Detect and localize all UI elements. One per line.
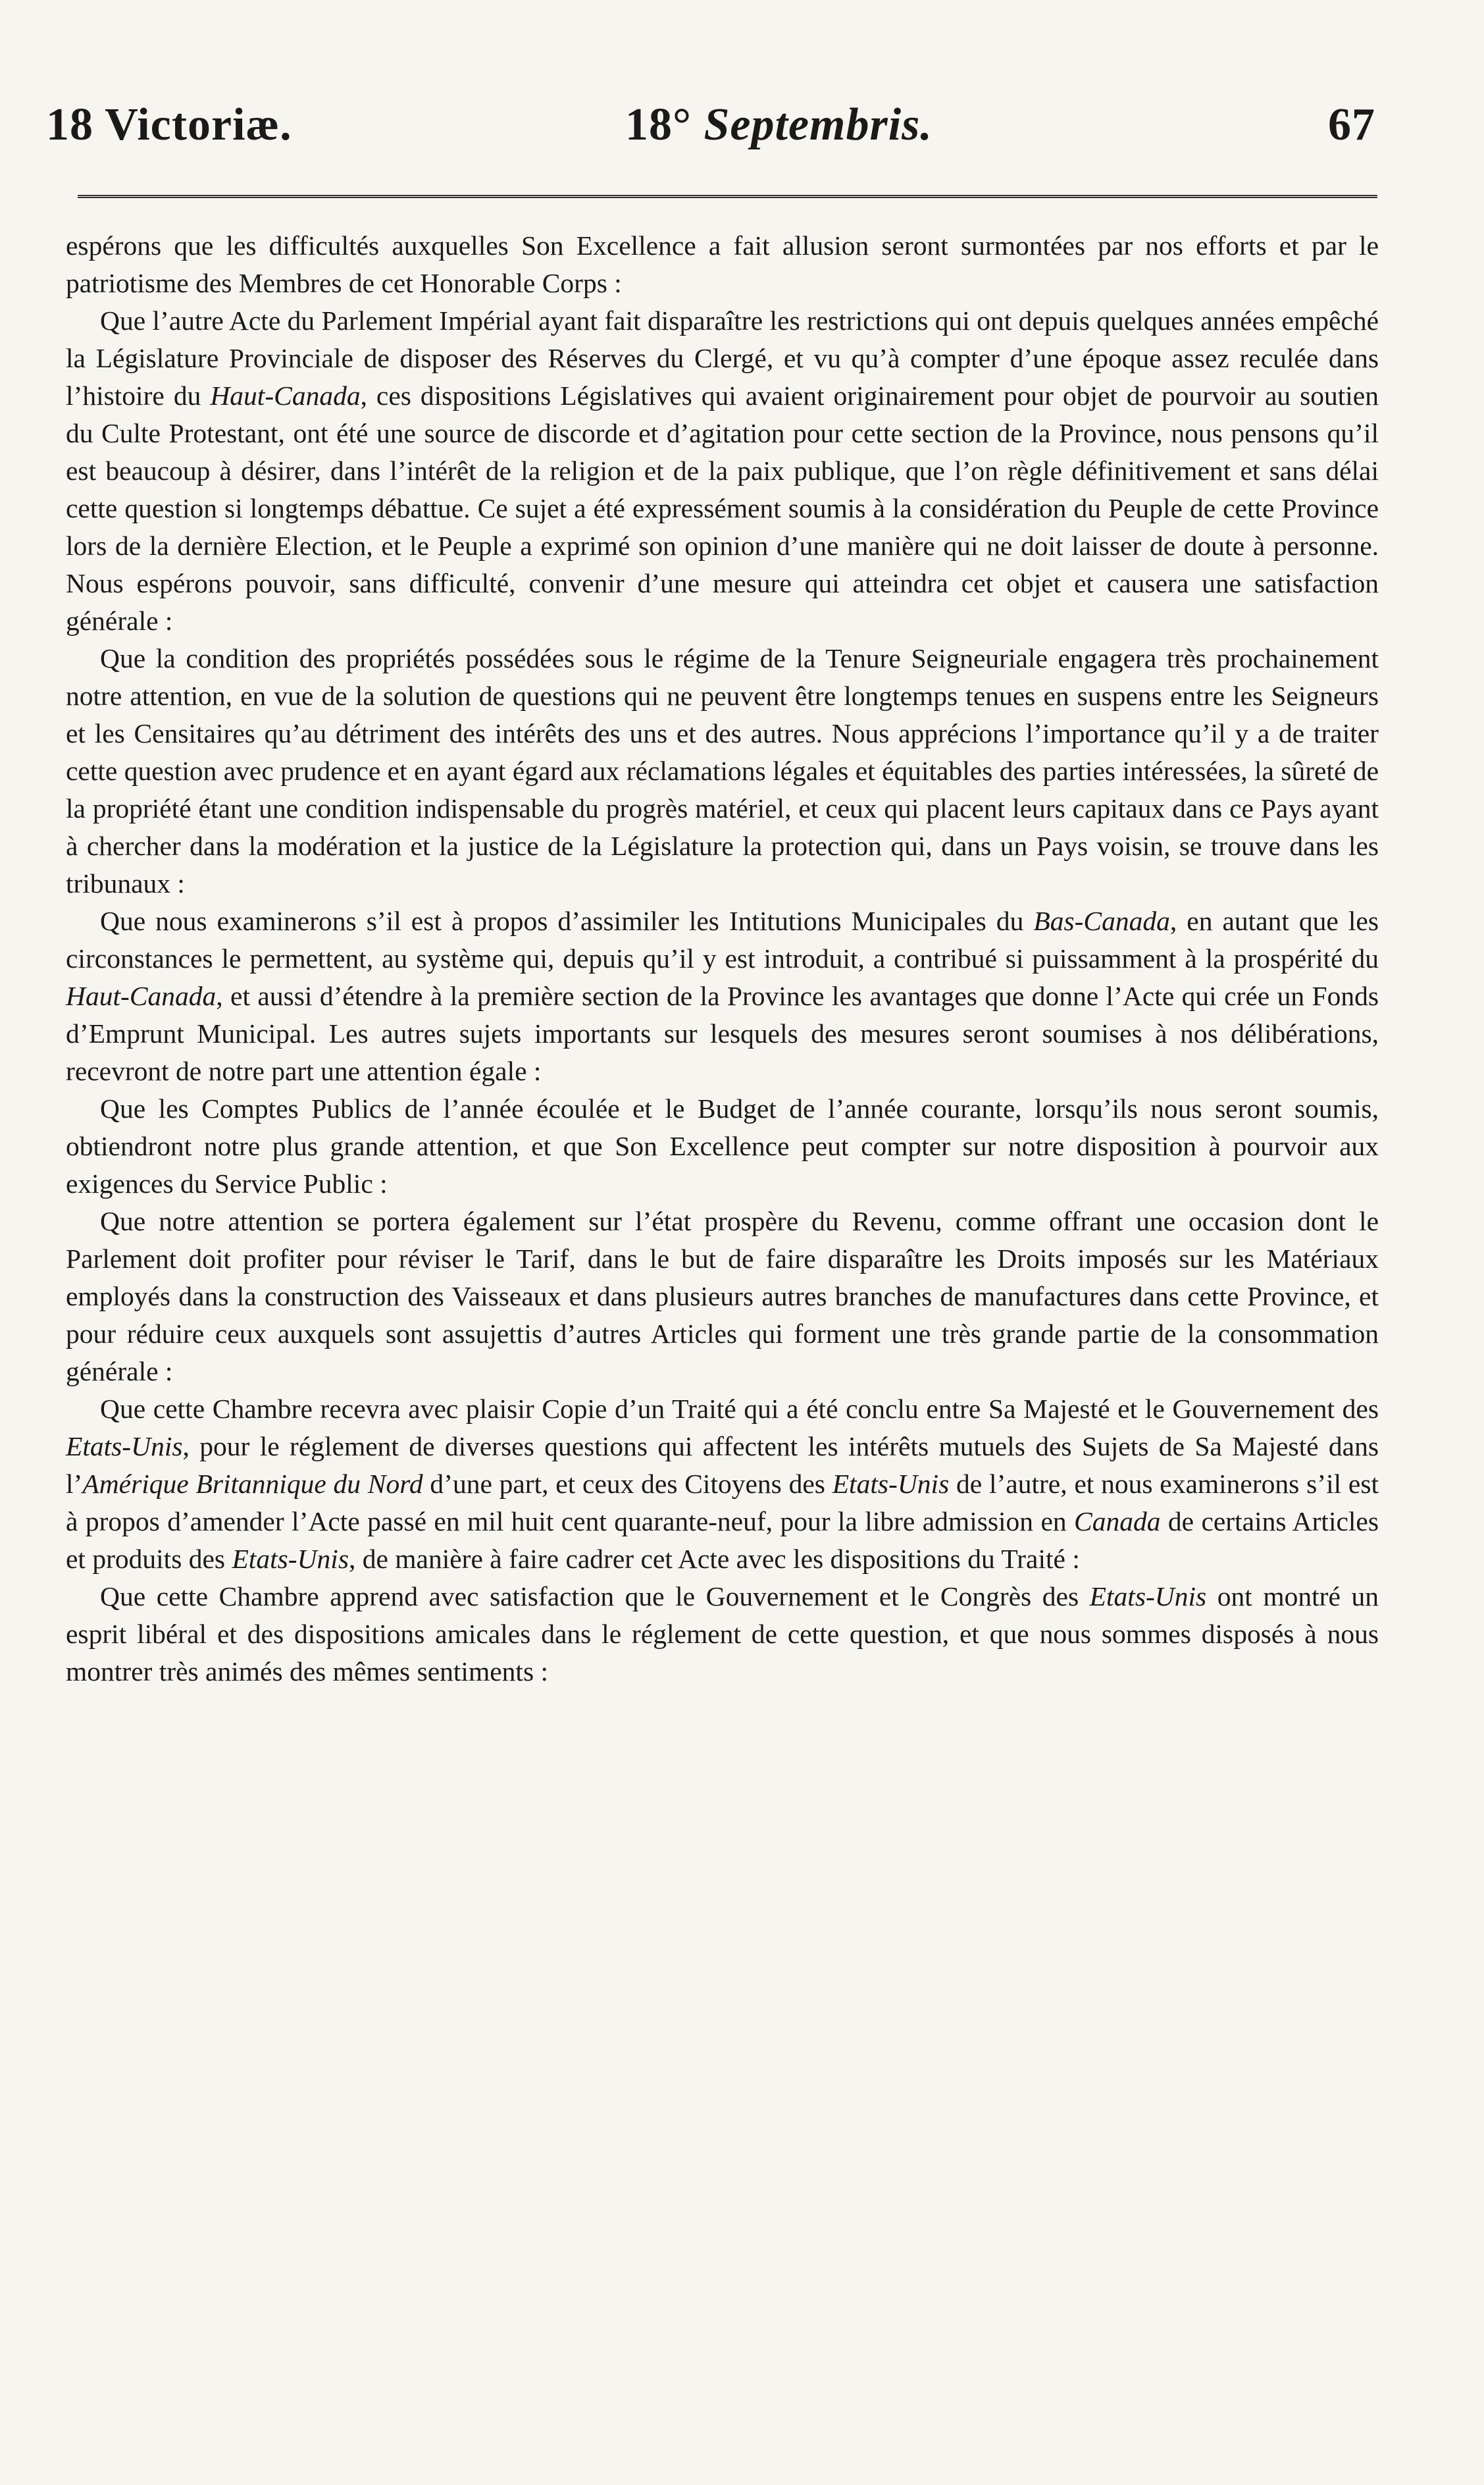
italic-text: Haut-Canada <box>66 981 217 1011</box>
text-segment: , ces dispositions Législatives qui avaient originairement pour objet de pourvoir au soutien du Culte Protestant, ont été une source de discorde et d’agitation pour cette section de la Province, nous pensons qu’il est beaucoup à désirer, dans l’intérêt de la religion et de la paix publique, que l’on règle définitivement et sans délai cette question si longtemps débattue. Ce sujet a été expressément soumis à la considération du Peuple de cette Province lors de la dernière Election, et le Peuple a exprimé son opinion d’une manière qui ne doit laisser de doute à personne. Nous espérons pouvoir, sans difficulté, convenir d’une mesure qui atteindra cet objet et causera une satisfaction générale : <box>66 380 1379 636</box>
text-segment: , de manière à faire cadrer cet Acte avec les dispositions du Traité : <box>348 1544 1080 1574</box>
text-segment: Que notre attention se portera également sur l’état prospère du Revenu, comme offrant une occasion dont le Parlement doit profiter pour réviser le Tarif, dans le but de faire disparaître les Droits imposés sur les Matériaux employés dans la construction des Vaisseaux et dans plusieurs autres branches de manufactures dans cette Province, et pour réduire ceux auxquels sont assujettis d’autres Articles qui forment une très grande partie de la consommation générale : <box>66 1206 1379 1386</box>
paragraph <box>66 1203 1379 1390</box>
italic-text: Canada <box>1074 1506 1161 1536</box>
italic-text: Amérique Britannique du Nord <box>82 1469 423 1499</box>
text-segment: , pour le réglement de diverses questions qui affectent les intérêts mutuels des Sujets de Sa Majesté dans l’ <box>66 1431 1379 1499</box>
paragraph <box>66 1090 1379 1203</box>
italic-text: Etats-Unis <box>832 1469 950 1499</box>
header-session: 18 Victoriæ. <box>46 99 292 150</box>
italic-text: Etats-Unis <box>66 1431 183 1461</box>
italic-text: Etats-Unis <box>1089 1581 1207 1611</box>
text-segment: de certains Articles et produits des <box>66 1506 1379 1574</box>
text-segment: d’une part, et ceux des Citoyens des <box>422 1469 832 1499</box>
header-month: Septembris. <box>704 99 933 150</box>
text-segment: Que cette Chambre apprend avec satisfaction que le Gouvernement et le Congrès des <box>100 1581 1090 1611</box>
running-header <box>46 99 1375 158</box>
paragraph <box>66 227 1379 302</box>
text-segment: Que cette Chambre recevra avec plaisir Copie d’un Traité qui a été conclu entre Sa Majesté et le Gouvernement des <box>100 1394 1379 1424</box>
paragraph <box>66 1390 1379 1578</box>
paragraph <box>66 1578 1379 1690</box>
text-segment: Que nous examinerons s’il est à propos d’assimiler les Intitutions Municipales du <box>100 906 1034 936</box>
italic-text: Etats-Unis <box>232 1544 349 1574</box>
text-segment: Que l’autre Acte du Parlement Impérial ayant fait disparaître les restrictions qui ont depuis quelques années empêché la Législature Provinciale de disposer des Réserves du Clergé, et vu qu’à compter d’une époque assez reculée dans l’histoire du <box>66 305 1379 411</box>
text-segment: espérons que les difficultés auxquelles Son Excellence a fait allusion seront surmontées par nos efforts et par le patriotisme des Membres de cet Honorable Corps : <box>66 230 1379 298</box>
text-segment: Que la condition des propriétés possédées sous le régime de la Tenure Seigneuriale engagera très prochainement notre attention, en vue de la solution de questions qui ne peuvent être longtemps tenues en suspens entre les Seigneurs et les Censitaires qu’au détriment des intérêts des uns et des autres. Nous apprécions l’importance qu’il y a de traiter cette question avec prudence et en ayant égard aux réclamations légales et équitables des parties intéressées, la sûreté de la propriété étant une condition indispensable du progrès matériel, et ceux qui placent leurs capitaux dans ce Pays ayant à chercher dans la modération et la justice de la Législature la protection qui, dans un Pays voisin, se trouve dans les tribunaux : <box>66 643 1379 899</box>
italic-text: Bas-Canada <box>1033 906 1170 936</box>
header-rule <box>78 195 1377 198</box>
text-segment: ont montré un esprit libéral et des dispositions amicales dans le réglement de cette question, et que nous sommes disposés à nous montrer très animés des mêmes sentiments : <box>66 1581 1379 1687</box>
paragraph <box>66 902 1379 1090</box>
header-date <box>625 99 933 151</box>
text-segment: , en autant que les circonstances le permettent, au système qui, depuis qu’il y est introduit, a contribué si puissamment à la prospérité du <box>66 906 1379 974</box>
text-segment: de l’autre, et nous examinerons s’il est à propos d’amender l’Acte passé en mil huit cent quarante-neuf, pour la libre admission en <box>66 1469 1379 1536</box>
italic-text: Haut-Canada <box>210 380 361 411</box>
page-number: 67 <box>1328 99 1375 150</box>
header-day: 18° <box>625 99 692 150</box>
paragraph <box>66 302 1379 640</box>
text-segment: , et aussi d’étendre à la première section de la Province les avantages que donne l’Acte qui crée un Fonds d’Emprunt Municipal. Les autres sujets importants sur lesquels des mesures seront soumises à nos délibérations, recevront de notre part une attention égale : <box>66 981 1379 1086</box>
body-text <box>66 227 1379 1690</box>
text-segment: Que les Comptes Publics de l’année écoulée et le Budget de l’année courante, lorsqu’ils nous seront soumis, obtiendront notre plus grande attention, et que Son Excellence peut compter sur notre disposition à pourvoir aux exigences du Service Public : <box>66 1093 1379 1199</box>
paragraph <box>66 640 1379 902</box>
